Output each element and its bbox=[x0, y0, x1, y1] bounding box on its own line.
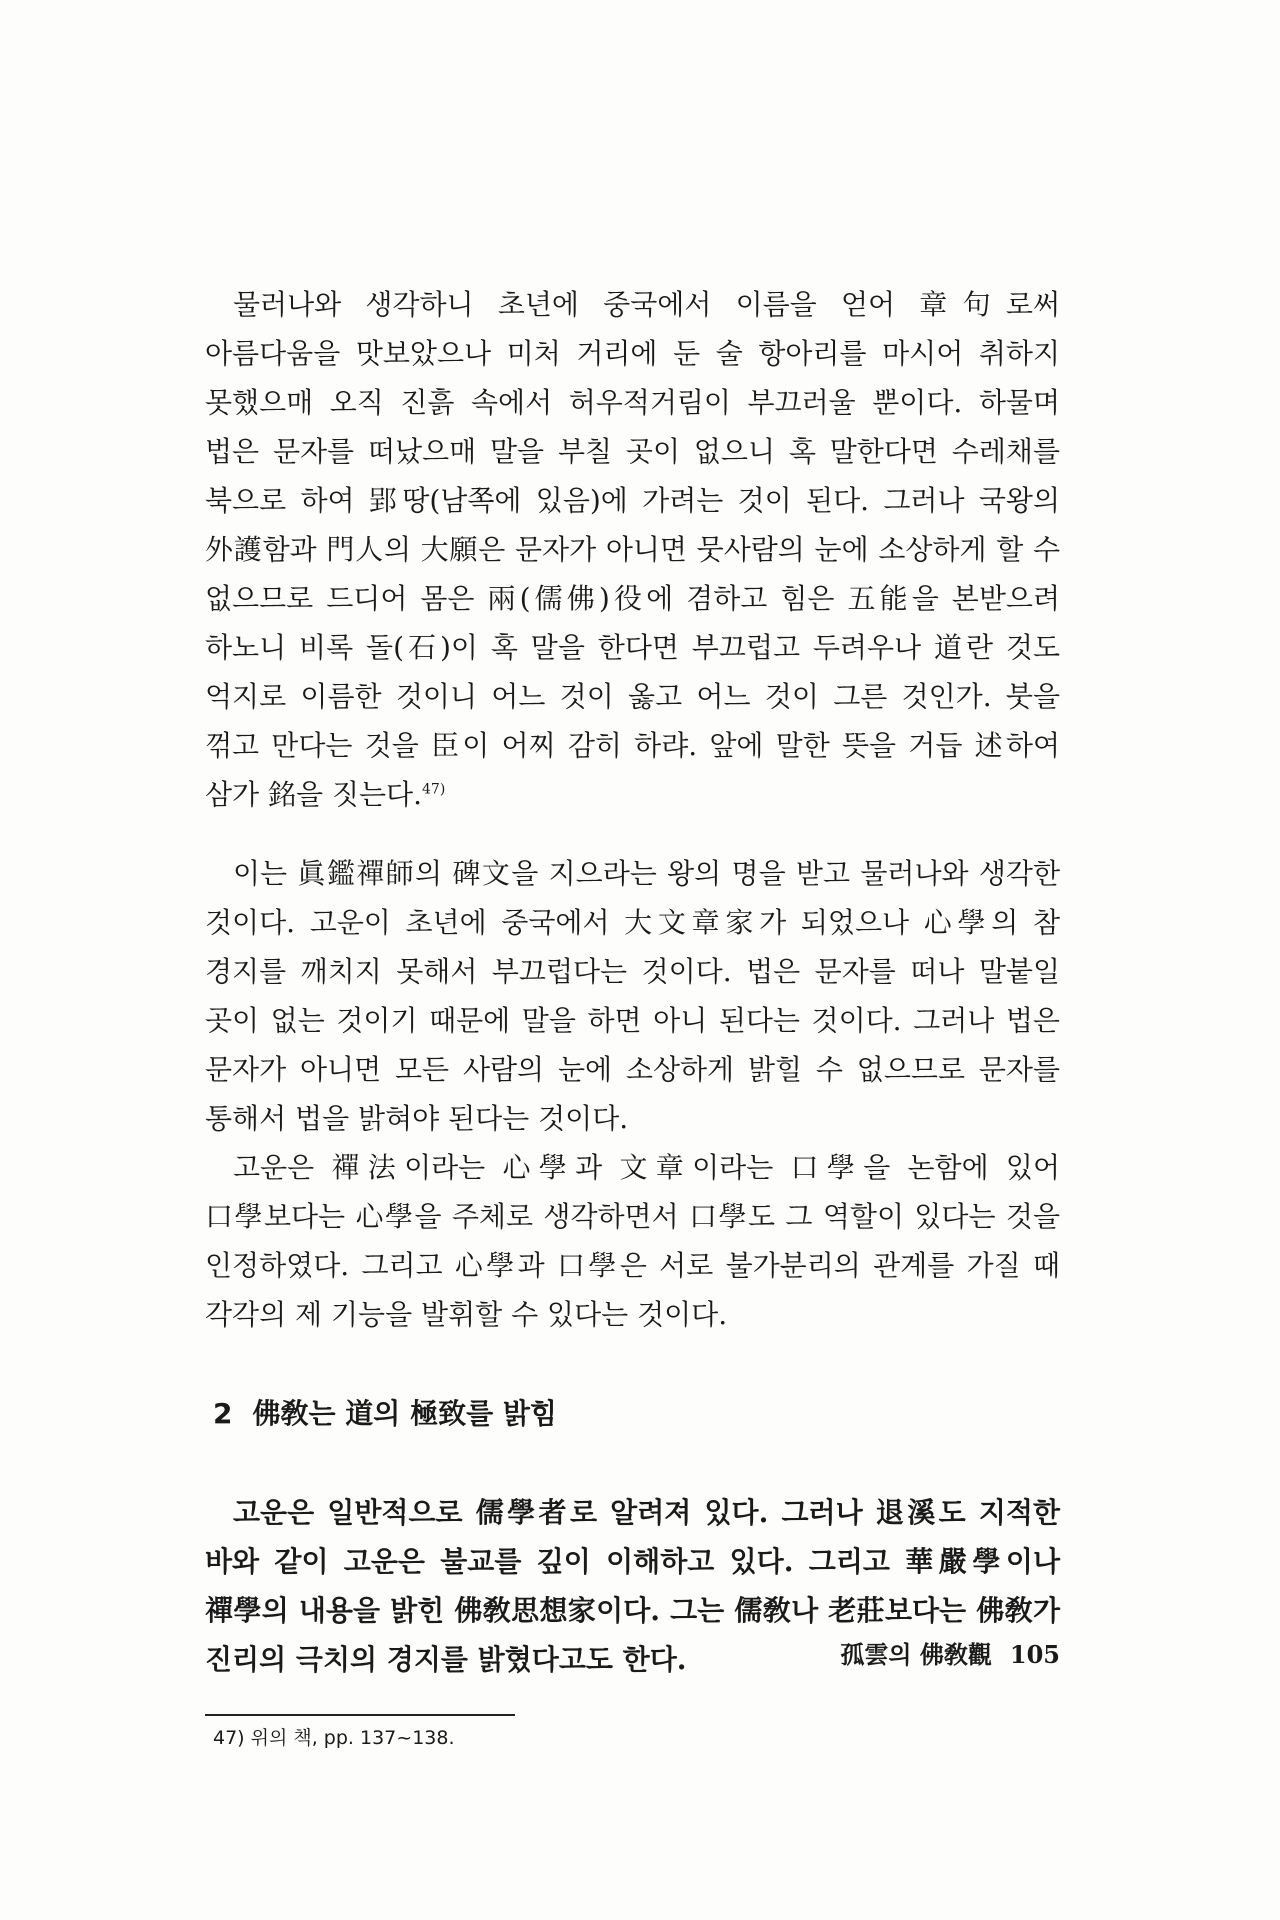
quoted-passage bbox=[205, 280, 1060, 819]
body-paragraph: 고운은 禪法이라는 心學과 文章이라는 口學을 논함에 있어 口學보다는 心學을 주체로 생각하면서 口學도 그 역할이 있다는 것을 인정하였다. 그리고 心學과 口學은 서로 불가분리의 관계를 가질 때 각각의 제 기능을 발휘할 수 있다는 것이다. bbox=[205, 1151, 1060, 1331]
body-paragraph: 이는 眞鑑禪師의 碑文을 지으라는 왕의 명을 받고 물러나와 생각한 것이다. 고운이 초년에 중국에서 大文章家가 되었으나 心學의 참 경지를 깨치지 못해서 부끄럽다는 것이다. 법은 문자를 떠나 말붙일 곳이 없는 것이기 때문에 말을 하면 아니 된다는 것이다. 그러나 법은 문자가 아니면 모든 사람의 눈에 소상하게 밝힐 수 없으므로 문자를 통해서 법을 밝혀야 된다는 것이다. bbox=[205, 857, 1060, 1135]
footnote: 47) 위의 책, pp. 137~138. bbox=[213, 1727, 455, 1749]
running-footer bbox=[840, 1635, 1060, 1670]
commentary bbox=[205, 849, 1060, 1339]
quote-text: 물러나와 생각하니 초년에 중국에서 이름을 얻어 章句로써 아름다움을 맛보았으나 미처 거리에 둔 술 항아리를 마시어 취하지 못했으매 오직 진흙 속에서 허우적거림이 부끄러울 뿐이다. 하물며 법은 문자를 떠났으매 말을 부칠 곳이 없으니 혹 말한다면 수레채를 북으로 하여 郢땅(남쪽에 있음)에 가려는 것이 된다. 그러나 국왕의 外護함과 門人의 大願은 문자가 아니면 뭇사람의 눈에 소상하게 할 수 없으므로 드디어 몸은 兩(儒佛)役에 겸하고 힘은 五能을 본받으려 하노니 비록 돌(石)이 혹 말을 한다면 부끄럽고 두려우나 道란 것도 억지로 이름한 것이니 어느 것이 옳고 어느 것이 그른 것인가. 붓을 꺾고 만다는 것을 臣이 어찌 감히 하랴. 앞에 말한 뜻을 거듭 述하여 삼가 銘을 짓는다. bbox=[205, 288, 1060, 811]
section-heading bbox=[205, 1389, 1060, 1438]
footnote-reference[interactable]: 47) bbox=[422, 781, 446, 798]
page-body bbox=[205, 280, 1060, 1754]
section-title: 佛敎는 道의 極致를 밝힘 bbox=[252, 1397, 557, 1430]
running-title: 孤雲의 佛敎觀 bbox=[840, 1640, 992, 1669]
footnote-divider bbox=[205, 1714, 515, 1716]
page-number: 105 bbox=[1009, 1640, 1060, 1669]
quote-paragraph bbox=[205, 280, 1060, 819]
section-number: 2 bbox=[213, 1397, 233, 1430]
section-paragraph: 고운은 일반적으로 儒學者로 알려져 있다. 그러나 退溪도 지적한 바와 같이 고운은 불교를 깊이 이해하고 있다. 그리고 華嚴學이나 禪學의 내용을 밝힌 佛敎思想家이다. 그는 儒敎나 老莊보다는 佛敎가 진리의 극치의 경지를 밝혔다고도 한다. bbox=[205, 1496, 1060, 1676]
